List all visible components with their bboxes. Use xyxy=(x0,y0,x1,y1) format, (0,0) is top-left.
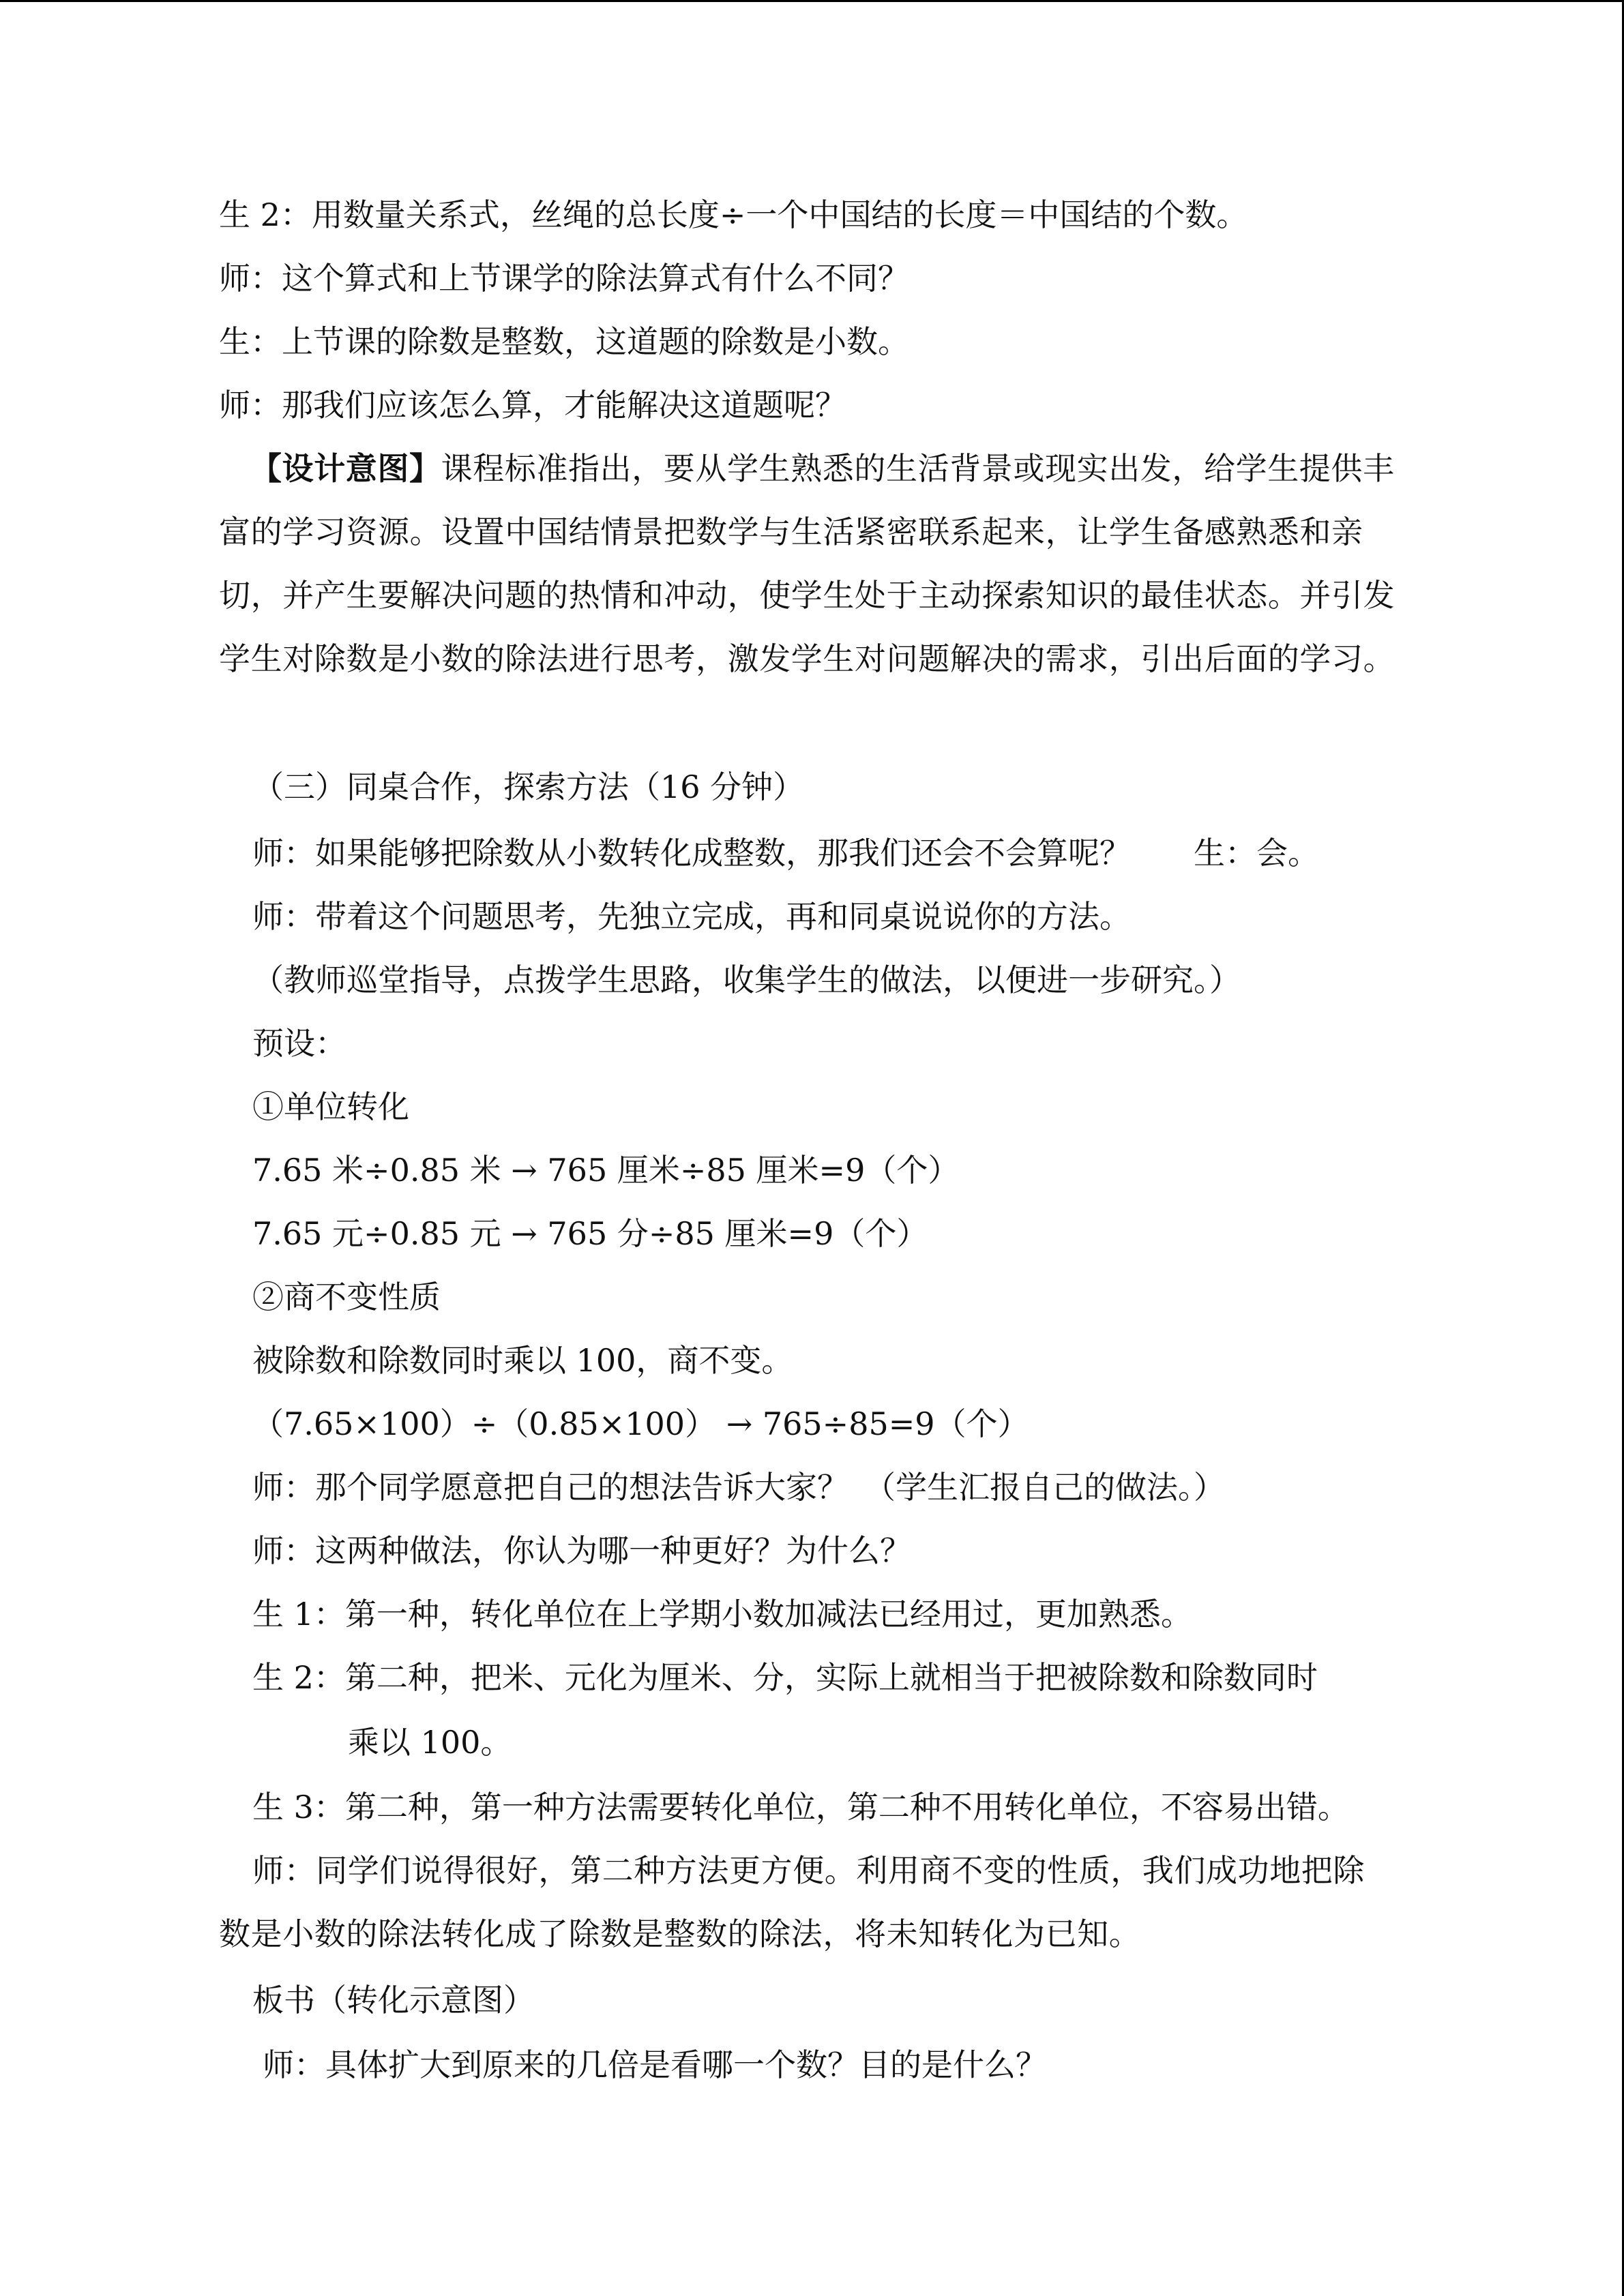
text-line: 生 3：第二种，第一种方法需要转化单位，第二种不用转化单位，不容易出错。 xyxy=(252,1789,1349,1825)
text-line: 生 1：第一种，转化单位在上学期小数加减法已经用过，更加熟悉。 xyxy=(252,1596,1192,1632)
text-line: 预设： xyxy=(252,1025,346,1062)
text-line: 师：这个算式和上节课学的除法算式有什么不同？ xyxy=(219,260,909,297)
text-line: 师：那个同学愿意把自己的想法告诉大家？ （学生汇报自己的做法。） xyxy=(252,1469,1225,1506)
formula-line: 7.65 元÷0.85 元 → 765 分÷85 厘米=9（个） xyxy=(252,1215,928,1252)
summary-paragraph: 师：同学们说得很好，第二种方法更方便。利用商不变的性质，我们成功地把除数是小数的除法转化成了除数是整数的除法，将未知转化为已知。 xyxy=(219,1852,1365,1952)
design-intent-label: 【设计意图】 xyxy=(250,450,441,487)
text-line: 师：带着这个问题思考，先独立完成，再和同桌说说你的方法。 xyxy=(252,898,1131,935)
text-line: 师：那我们应该怎么算，才能解决这道题呢？ xyxy=(219,387,846,423)
text-line: 师：具体扩大到原来的几倍是看哪一个数？目的是什么？ xyxy=(263,2046,1047,2083)
text-line: （教师巡堂指导，点拨学生思路，收集学生的做法，以便进一步研究。） xyxy=(252,961,1241,998)
text-line: 生：上节课的除数是整数，这道题的除数是小数。 xyxy=(219,323,909,360)
text-line: 板书（转化示意图） xyxy=(252,1982,535,2018)
formula-line: 7.65 米÷0.85 米 → 765 厘米÷85 厘米=9（个） xyxy=(252,1152,960,1189)
text-line: 生 2：第二种，把米、元化为厘米、分，实际上就相当于把被除数和除数同时 xyxy=(252,1659,1318,1696)
text-line: 生 2：用数量关系式，丝绳的总长度÷一个中国结的长度＝中国结的个数。 xyxy=(219,196,1248,233)
text-line: ①单位转化 xyxy=(252,1088,409,1125)
text-line: 被除数和除数同时乘以 100，商不变。 xyxy=(252,1342,793,1379)
text-line: 师：如果能够把除数从小数转化成整数，那我们还会不会算呢？ 生：会。 xyxy=(252,835,1319,871)
design-intent-text: 课程标准指出，要从学生熟悉的生活背景或现实出发，给学生提供丰富的学习资源。设置中国结情景把数学与生活紧密联系起来，让学生备感熟悉和亲切，并产生要解决问题的热情和冲动，使学生处于主动探索知识的最佳状态。并引发学生对除数是小数的除法进行思考，激发学生对问题解决的需求，引出后面的学习。 xyxy=(219,450,1396,677)
section-heading: （三）同桌合作，探索方法（16 分钟） xyxy=(252,769,805,805)
text-line: 师：这两种做法，你认为哪一种更好？为什么？ xyxy=(252,1532,911,1569)
design-intent-paragraph xyxy=(219,437,1396,691)
text-line: 乘以 100。 xyxy=(348,1724,512,1761)
formula-line: （7.65×100）÷（0.85×100） → 765÷85=9（个） xyxy=(252,1405,1029,1442)
text-line: ②商不变性质 xyxy=(252,1279,441,1315)
